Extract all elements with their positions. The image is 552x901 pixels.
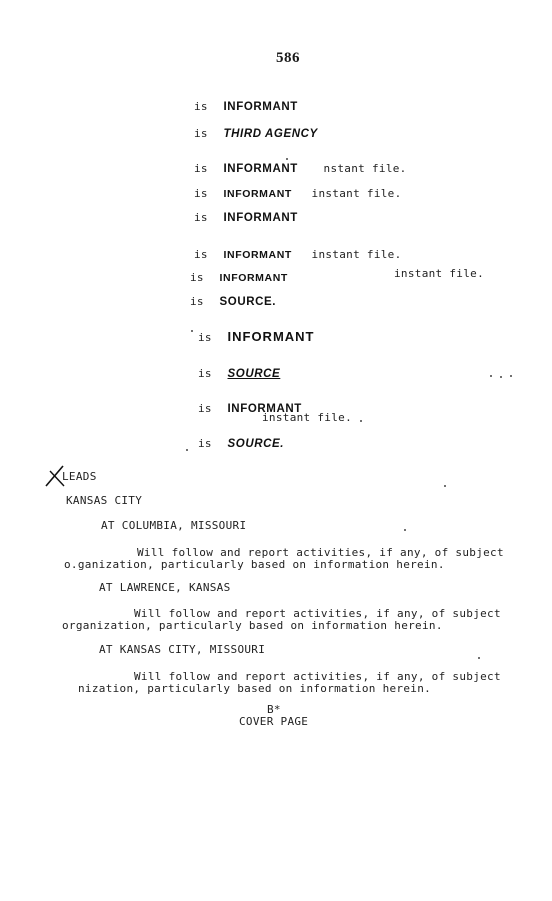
lead-location: AT COLUMBIA, MISSOURI [101, 519, 247, 532]
lead-text-line: organization, particularly based on information herein. [62, 619, 443, 632]
lead-text-line: Will follow and report activities, if any, of subject [134, 670, 501, 683]
handwritten-entry: INFORMANT [223, 212, 298, 224]
line-prefix: is [194, 100, 208, 113]
lead-location: AT KANSAS CITY, MISSOURI [99, 643, 266, 656]
informant-line [198, 432, 284, 451]
footer-label: COVER PAGE [239, 715, 309, 728]
scan-speck [286, 158, 288, 160]
informant-line [194, 95, 298, 114]
handwritten-entry: INFORMANT [219, 272, 288, 284]
handwritten-entry: INFORMANT [223, 101, 298, 113]
line-prefix: is [194, 162, 208, 175]
lead-text-line: o.ganization, particularly based on information herein. [64, 558, 445, 571]
informant-line [198, 362, 280, 381]
scan-speck [444, 485, 446, 487]
scan-speck [500, 376, 502, 378]
handwritten-entry: SOURCE [227, 368, 281, 380]
line-prefix: is [194, 187, 208, 200]
informant-line [190, 266, 288, 285]
scan-speck [191, 330, 193, 332]
scan-speck [404, 529, 406, 531]
line-prefix: is [194, 211, 208, 224]
handwritten-entry: INFORMANT [223, 163, 298, 175]
line-suffix: instant file. [311, 187, 402, 200]
line-prefix: is [190, 295, 204, 308]
handwritten-entry: INFORMANT [227, 329, 315, 344]
line-prefix: is [194, 248, 208, 261]
line-suffix: instant file. [262, 411, 352, 424]
footer-code: B* [267, 703, 281, 716]
page-number: 586 [276, 50, 300, 66]
line-suffix: instant file. [394, 267, 484, 280]
handwritten-entry: THIRD AGENCY [223, 128, 318, 140]
handwritten-entry: SOURCE. [227, 438, 285, 450]
handwritten-entry: INFORMANT [223, 249, 292, 261]
line-suffix: instant file. [311, 248, 402, 261]
informant-line [194, 182, 402, 201]
scan-speck [186, 449, 188, 451]
lead-text-line: Will follow and report activities, if any, of subject [137, 546, 504, 559]
line-prefix: is [198, 331, 212, 344]
scan-speck [360, 420, 362, 422]
handwritten-entry: SOURCE. [219, 296, 277, 308]
line-prefix: is [198, 367, 212, 380]
line-prefix: is [194, 127, 208, 140]
handwritten-entry: INFORMANT [227, 403, 302, 415]
line-prefix: is [198, 402, 212, 415]
leads-heading: LEADS [62, 470, 97, 483]
line-prefix: is [190, 271, 204, 284]
informant-line [194, 122, 318, 141]
line-suffix: nstant file. [323, 162, 407, 175]
informant-line [190, 290, 276, 309]
informant-line [194, 157, 407, 176]
lead-text-line: Will follow and report activities, if any, of subject [134, 607, 501, 620]
office-name: KANSAS CITY [66, 494, 143, 507]
scan-speck [478, 657, 480, 659]
handwritten-entry: INFORMANT [223, 188, 292, 200]
lead-location: AT LAWRENCE, KANSAS [99, 581, 231, 594]
scan-speck [490, 375, 492, 377]
lead-text-line: nization, particularly based on information herein. [78, 682, 432, 695]
informant-line [194, 206, 298, 225]
informant-line [194, 243, 402, 262]
informant-line [198, 326, 315, 345]
line-prefix: is [198, 437, 212, 450]
scan-speck [510, 375, 512, 377]
